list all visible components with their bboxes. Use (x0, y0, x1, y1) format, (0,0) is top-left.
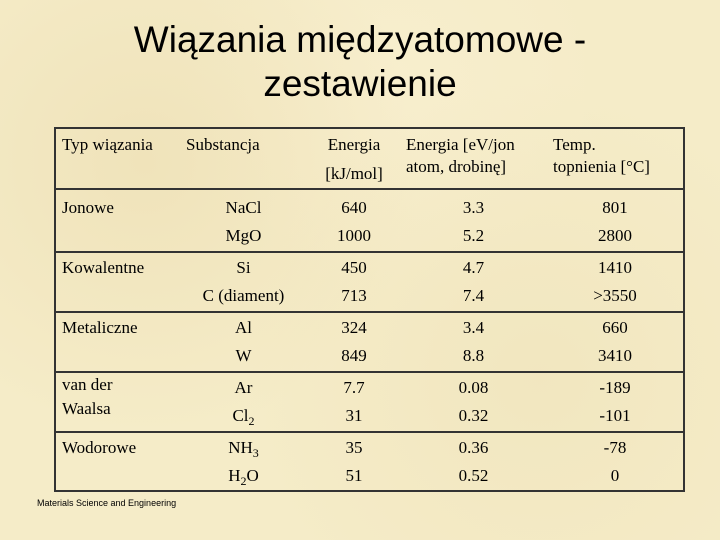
row-ionic-energy-ev-2: 5.2 (462, 226, 485, 245)
row-vdw-energy-ev-2: 0.32 (458, 406, 489, 425)
header-energy-ev-line1: Energia [eV/jon (406, 135, 515, 154)
row-covalent-energy-kj-2: 713 (341, 286, 367, 305)
row-hydrogen-energy-ev-2: 0.52 (458, 466, 489, 485)
header-substance: Substancja (186, 135, 260, 154)
row-metallic-energy-kj-1: 324 (341, 318, 367, 337)
row-ionic-substance-2: MgO (225, 226, 262, 245)
row-hydrogen-melt-1: -78 (603, 438, 627, 457)
bond-comparison-table (54, 127, 685, 492)
row-hydrogen-energy-kj-2: 51 (345, 466, 363, 485)
row-vdw-energy-kj-2: 31 (345, 406, 363, 425)
row-ionic-energy-ev-1: 3.3 (462, 198, 485, 217)
row-covalent-substance-2: C (diament) (202, 286, 285, 305)
row-vdw-energy-ev-1: 0.08 (458, 378, 489, 397)
row-metallic-melt-1: 660 (602, 318, 628, 337)
row-divider (56, 371, 683, 373)
row-hydrogen-substance-1: $NH_3$ (228, 438, 259, 460)
row-hydrogen-energy-kj-1: 35 (345, 438, 363, 457)
header-divider (56, 188, 683, 190)
row-covalent-melt-2: >3550 (593, 286, 637, 305)
row-metallic-energy-ev-2: 8.8 (462, 346, 485, 365)
header-melting-line1: Temp. (553, 135, 596, 154)
row-vdw-type-line2: Waalsa (62, 399, 111, 418)
row-metallic-melt-2: 3410 (598, 346, 632, 365)
slide-title-line1: Wiązania międzyatomowe - (133, 19, 587, 60)
row-ionic-melt-1: 801 (602, 198, 628, 217)
row-ionic-energy-kj-2: 1000 (337, 226, 371, 245)
header-energy-ev-line2: atom, drobinę] (406, 157, 507, 176)
row-ionic-type: Jonowe (62, 198, 114, 217)
row-covalent-type: Kowalentne (62, 258, 145, 277)
row-hydrogen-type: Wodorowe (62, 438, 137, 457)
header-energy-kj-line2: [kJ/mol] (325, 164, 383, 183)
row-covalent-substance-1: Si (236, 258, 251, 277)
row-divider (56, 431, 683, 433)
header-bond-type: Typ wiązania (62, 135, 153, 154)
row-vdw-substance-1: Ar (234, 378, 253, 397)
row-ionic-energy-kj-1: 640 (341, 198, 367, 217)
row-vdw-type-line1: van der (62, 375, 113, 394)
row-ionic-substance-1: NaCl (225, 198, 262, 217)
row-metallic-substance-2: W (235, 346, 252, 365)
row-vdw-substance-2: $Cl_2$ (232, 406, 255, 428)
row-divider (56, 251, 683, 253)
row-metallic-energy-kj-2: 849 (341, 346, 367, 365)
row-divider (56, 311, 683, 313)
row-metallic-type: Metaliczne (62, 318, 138, 337)
header-energy-kj-line1: Energia (327, 135, 381, 154)
row-metallic-substance-1: Al (235, 318, 252, 337)
row-vdw-energy-kj-1: 7.7 (343, 378, 365, 397)
row-hydrogen-melt-2: 0 (610, 466, 620, 485)
row-hydrogen-substance-2: $H_2O$ (228, 466, 259, 488)
row-covalent-energy-ev-1: 4.7 (462, 258, 485, 277)
row-covalent-energy-kj-1: 450 (341, 258, 367, 277)
slide-title (0, 18, 720, 106)
row-covalent-energy-ev-2: 7.4 (462, 286, 485, 305)
row-vdw-melt-1: -189 (599, 378, 631, 397)
row-metallic-energy-ev-1: 3.4 (462, 318, 485, 337)
footer-text: Materials Science and Engineering (37, 498, 177, 508)
row-ionic-melt-2: 2800 (598, 226, 632, 245)
row-vdw-melt-2: -101 (599, 406, 631, 425)
header-melting-line2: topnienia [°C] (553, 157, 650, 176)
row-covalent-melt-1: 1410 (598, 258, 632, 277)
slide-title-line2: zestawienie (263, 63, 457, 104)
row-hydrogen-energy-ev-1: 0.36 (458, 438, 489, 457)
